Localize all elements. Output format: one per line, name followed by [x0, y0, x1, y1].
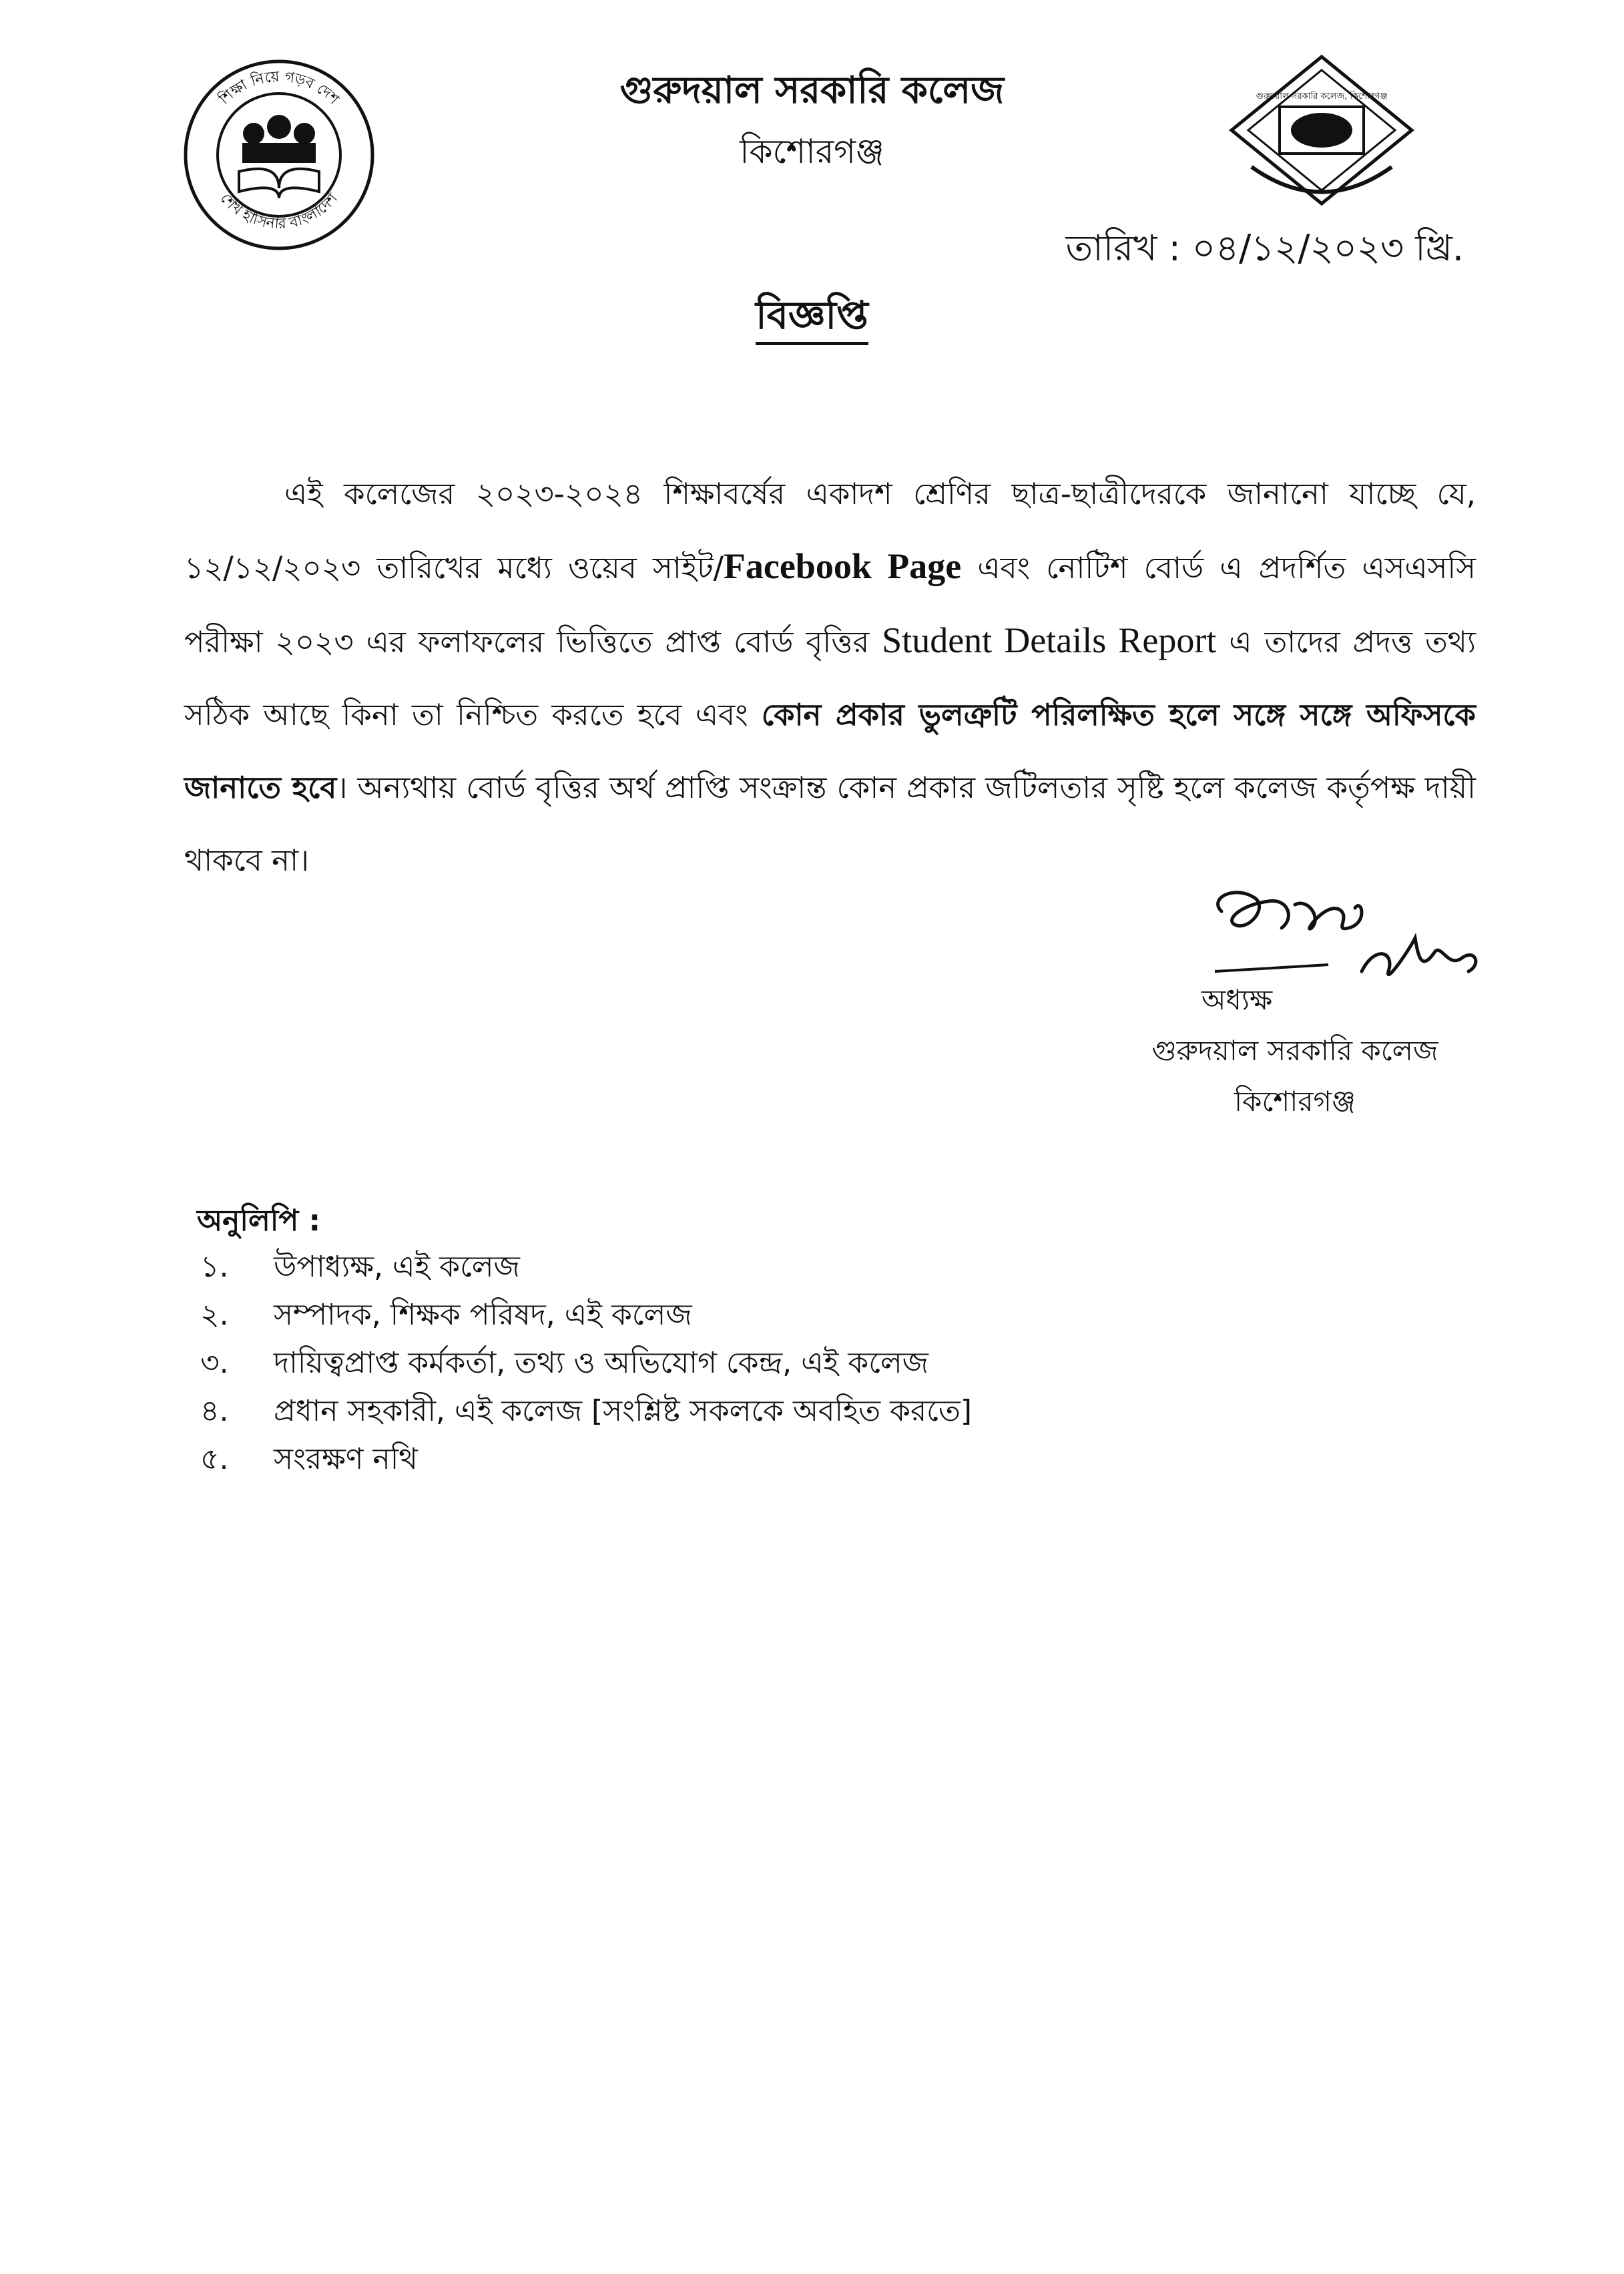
list-item-number: ৩.	[200, 1346, 229, 1380]
college-name: গুরুদয়াল সরকারি কলেজ	[619, 69, 1005, 112]
list-item-text: প্রধান সহকারী, এই কলেজ [সংশ্লিষ্ট সকলকে অবহিত করতে]	[274, 1394, 973, 1428]
signature-block	[1095, 975, 1495, 1127]
college-place: কিশোরগঞ্জ	[740, 132, 884, 171]
signatory-place: কিশোরগঞ্জ	[1234, 1085, 1356, 1118]
notice-body	[184, 457, 1476, 897]
svg-text:শেখ হাসিনার বাংলাদেশ: শেখ হাসিনার বাংলাদেশ	[216, 190, 342, 233]
list-item-number: ১.	[200, 1250, 229, 1284]
list-item-text: দায়িত্বপ্রাপ্ত কর্মকর্তা, তথ্য ও অভিযোগ কেন্দ্র, এই কলেজ	[274, 1346, 929, 1380]
body-part-3: এ তাদের প্রদত্ত তথ্য সঠিক আছে কিনা তা নিশ্চিত করতে হবে এবং	[184, 624, 1476, 732]
list-item-number: ২.	[200, 1298, 229, 1332]
list-item-text: সম্পাদক, শিক্ষক পরিষদ, এই কলেজ	[274, 1298, 692, 1332]
list-item-number: ৪.	[200, 1394, 229, 1428]
list-item-text: সংরক্ষণ নথি	[274, 1442, 418, 1476]
list-item	[200, 1339, 972, 1387]
notice-title	[0, 286, 1624, 351]
body-part-4: । অন্যথায় বোর্ড বৃত্তির অর্থ প্রাপ্তি সংক্রান্ত কোন প্রকার জটিলতার সৃষ্টি হলে কলেজ কর্তৃপক্ষ দায়ী থাকবে না।	[184, 770, 1476, 878]
list-item-number: ৫.	[200, 1442, 229, 1476]
body-bold-instruction: কোন প্রকার ভুলত্রুটি পরিলক্ষিত হলে সঙ্গে সঙ্গে অফিসকে জানাতে হবে	[184, 697, 1476, 805]
student-details-report-text: Student Details Report	[882, 620, 1217, 660]
list-item-text: উপাধ্যক্ষ, এই কলেজ	[274, 1250, 520, 1284]
notice-title-text: বিজ্ঞপ্তি	[756, 292, 868, 345]
cc-heading: অনুলিপি :	[197, 1204, 321, 1238]
body-part-2: এবং নোটিশ বোর্ড এ প্রদর্শিত এসএসসি পরীক্ষা ২০২৩ এর ফলাফলের ভিত্তিতে প্রাপ্ত বোর্ড বৃত্তির	[184, 550, 1476, 660]
svg-text:শিক্ষা নিয়ে গড়ব দেশ: শিক্ষা নিয়ে গড়ব দেশ	[216, 68, 342, 108]
svg-text:গুরুদয়াল সরকারি কলেজ, কিশোরগঞ: গুরুদয়াল সরকারি কলেজ, কিশোরগঞ্জ	[1256, 91, 1388, 101]
college-emblem-logo	[1225, 50, 1418, 214]
list-item	[200, 1387, 972, 1435]
signatory-college: গুরুদয়াল সরকারি কলেজ	[1151, 1034, 1438, 1067]
facebook-page-text: Facebook Page	[723, 546, 962, 586]
signatory-title: অধ্যক্ষ	[1201, 983, 1273, 1016]
cc-list	[200, 1243, 972, 1484]
list-item	[200, 1435, 972, 1484]
body-part-1: এই কলেজের ২০২৩-২০২৪ শিক্ষাবর্ষের একাদশ শ্রেণির ছাত্র-ছাত্রীদেরকে জানানো যাচ্ছে যে, ১২/১২/২০২৩ তারিখের মধ্যে ওয়েব সাইট/	[184, 476, 1476, 586]
list-item	[200, 1291, 972, 1339]
list-item	[200, 1243, 972, 1291]
notice-date: তারিখ : ০৪/১২/২০২৩ খ্রি.	[1065, 227, 1464, 269]
